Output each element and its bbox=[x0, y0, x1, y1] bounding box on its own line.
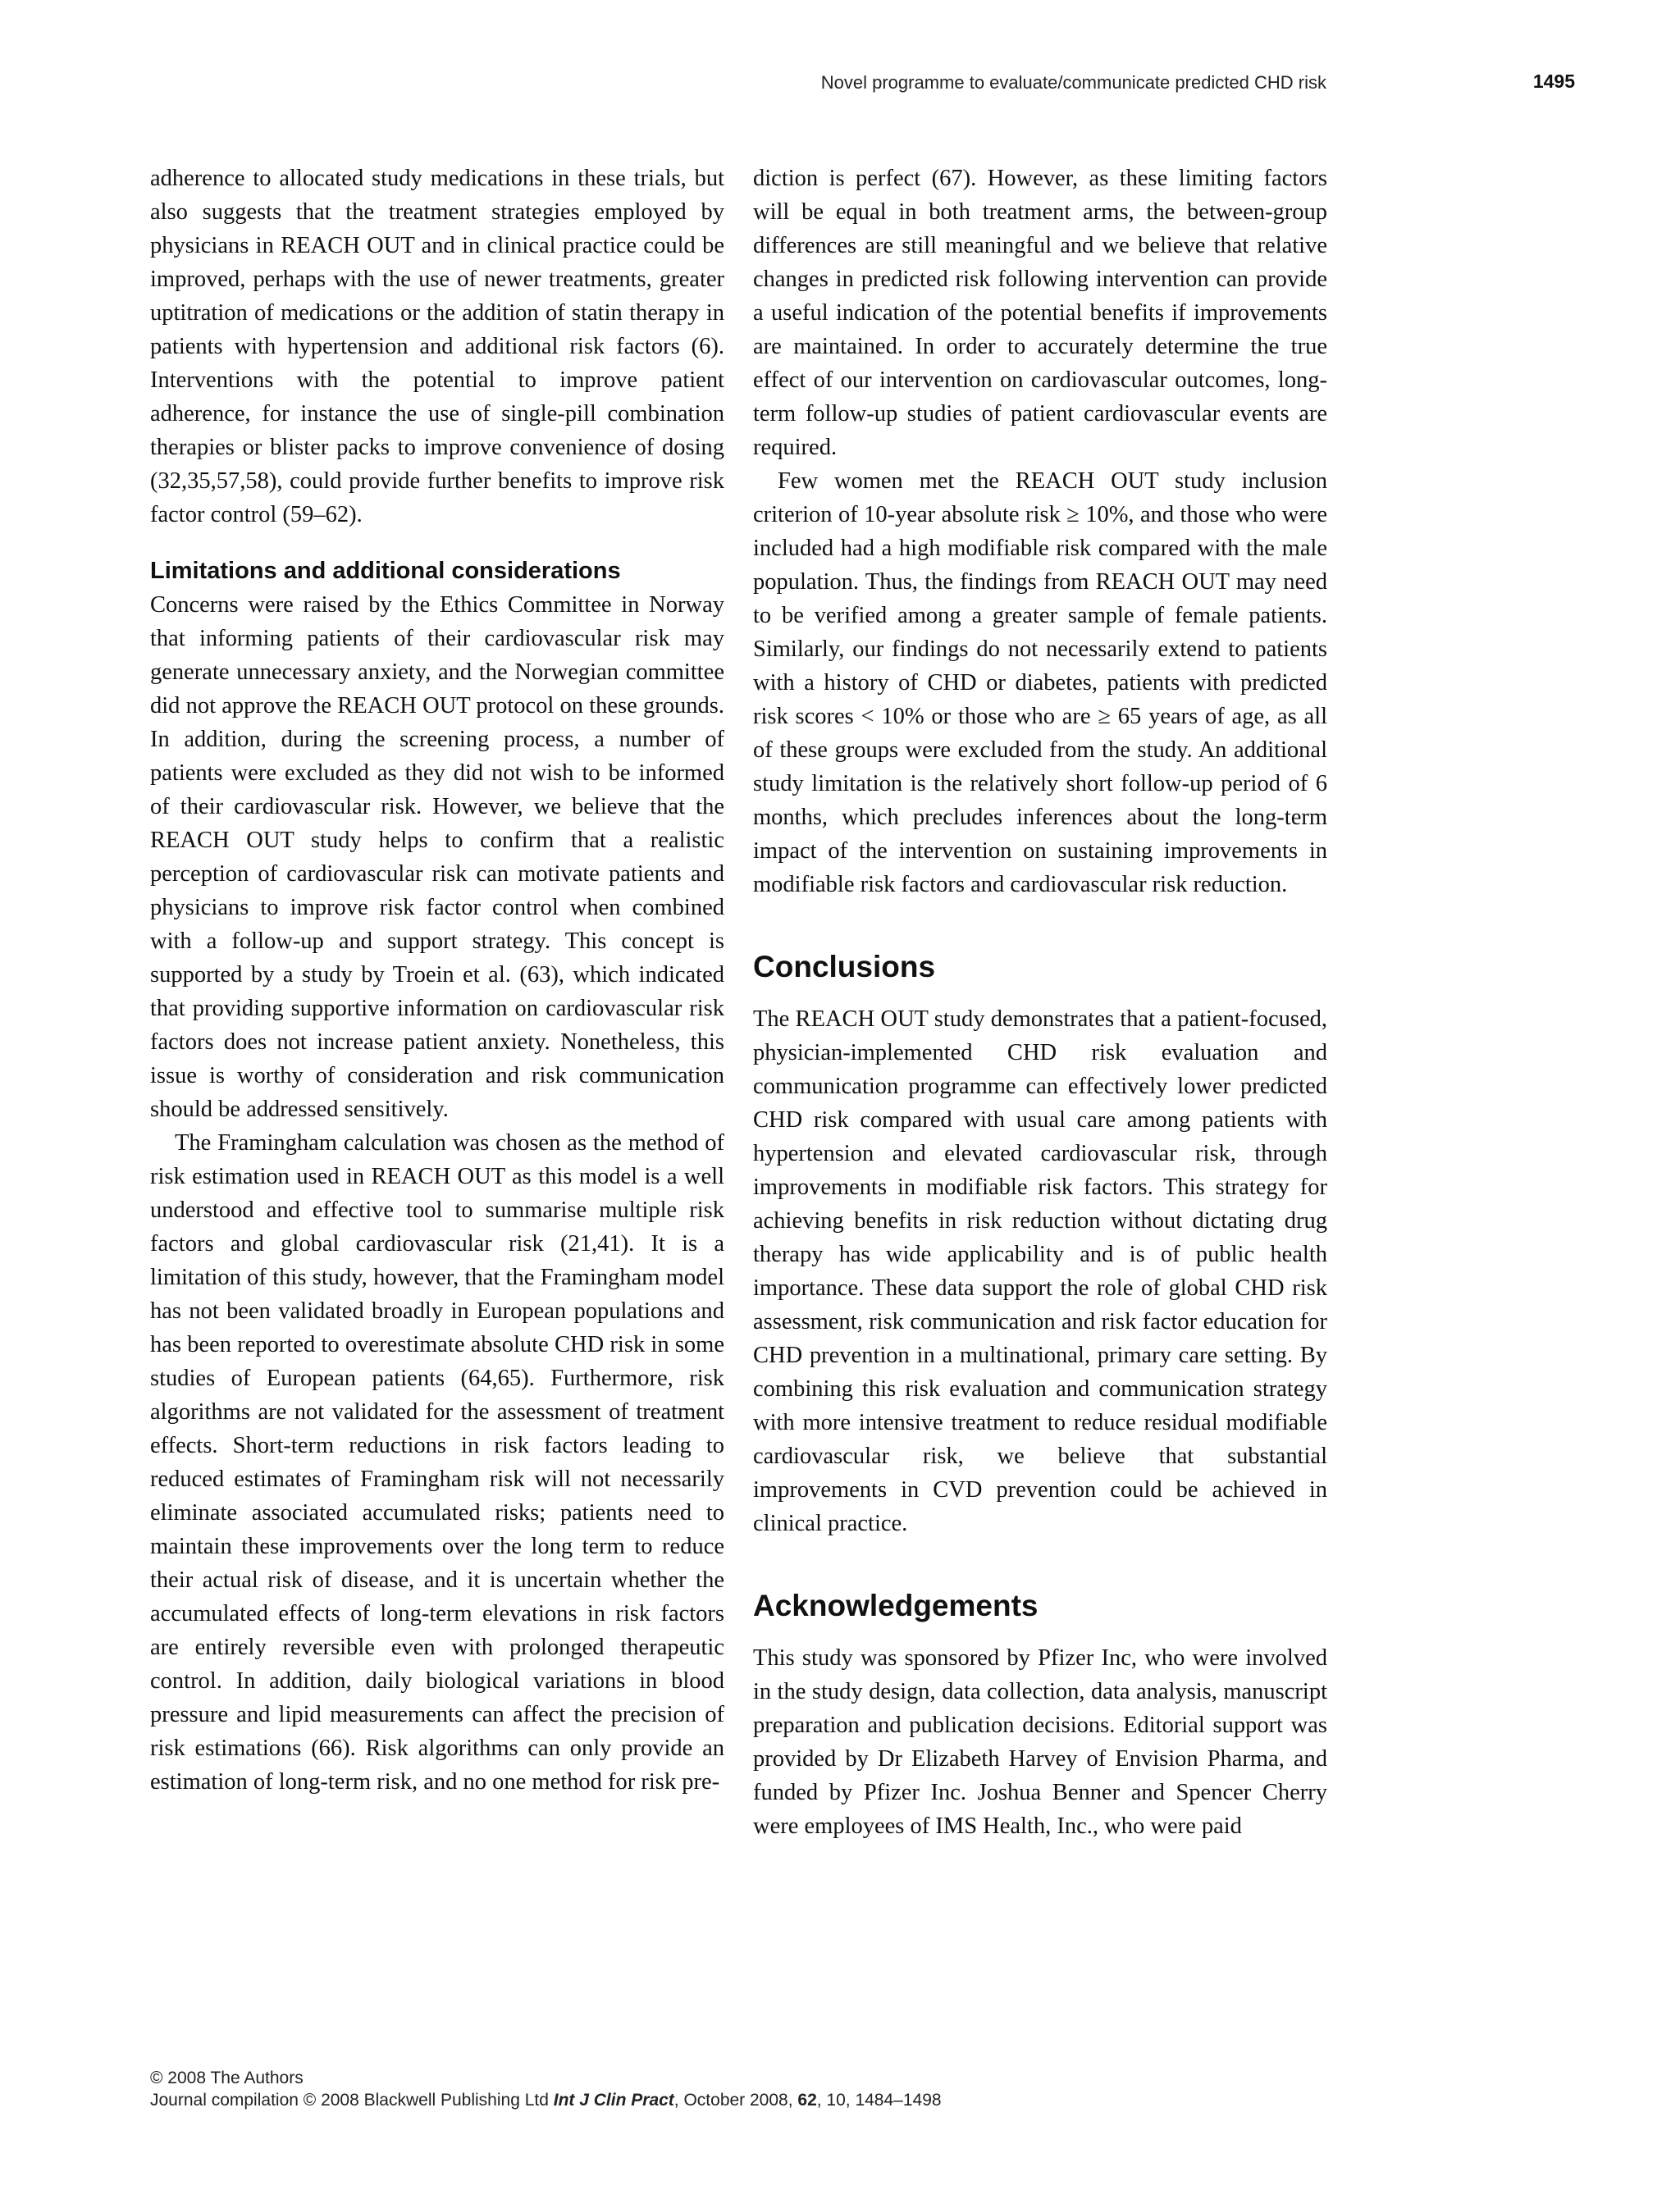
page-number: 1495 bbox=[1532, 71, 1575, 92]
body-paragraph: adherence to allocated study medications in these trials, but also suggests that the treatment strategies employed by physicians in REACH OUT and in clinical practice could be improved, perhaps with the use of newer treatments, greater uptitration of medications or the addition of statin therapy in patients with hypertension and additional risk factors (6). Interventions with the potential to improve patient adherence, for instance the use of single-pill combination therapies or blister packs to improve convenience of dosing (32,35,57,58), could provide further benefits to improve risk factor control (59–62). bbox=[150, 166, 724, 527]
section-title-acknowledgements: Acknowledgements bbox=[753, 1589, 1039, 1622]
body-paragraph: Few women met the REACH OUT study inclusion criterion of 10-year absolute risk ≥ 10%, and those who were included had a high modifiable risk compared with the male population. Thus, the findings from REACH OUT may need to be verified among a greater sample of female patients. Similarly, our findings do not necessarily extend to patients with a history of CHD or diabetes, patients with predicted risk scores < 10% or those who are ≥ 65 years of age, as all of these groups were excluded from the study. An additional study limitation is the relatively short follow-up period of 6 months, which precludes inferences about the long-term impact of the intervention on sustaining improvements in modifiable risk factors and cardiovascular risk reduction. bbox=[753, 468, 1327, 897]
subheading-limitations: Limitations and additional considerations bbox=[150, 558, 621, 584]
body-paragraph: The Framingham calculation was chosen as the method of risk estimation used in REACH OUT as this model is a well understood and effective tool to summarise multiple risk factors and global cardiovascular risk (21,41). It is a limitation of this study, however, that the Framingham model has not been validated broadly in European populations and has been reported to overestimate absolute CHD risk in some studies of European patients (64,65). Furthermore, risk algorithms are not validated for the assessment of treatment effects. Short-term reductions in risk factors leading to reduced estimates of Framingham risk will not necessarily eliminate associated accumulated risks; patients need to maintain these improvements over the long term to reduce their actual risk of disease, and it is uncertain whether the accumulated effects of long-term elevations in risk factors are entirely reversible even with prolonged therapeutic control. In addition, daily biological variations in blood pressure and lipid measurements can affect the precision of risk estimations (66). Risk algorithms can only provide an estimation of long-term risk, and no one method for risk pre- bbox=[150, 1130, 724, 1795]
left-column bbox=[150, 162, 724, 1799]
conclusions-paragraph: The REACH OUT study demonstrates that a patient-focused, physician-implemented CHD risk evaluation and communication programme can effectively lower predicted CHD risk compared with usual care among patients with hypertension and elevated cardiovascular risk, through improvements in modifiable risk factors. This strategy for achieving benefits in risk reduction without dictating drug therapy has wide applicability and is of public health importance. These data support the role of global CHD risk assessment, risk communication and risk factor education for CHD prevention in a multinational, primary care setting. By combining this risk evaluation and communication strategy with more intensive treatment to reduce residual modifiable cardiovascular risk, we believe that substantial improvements in CVD prevention could be achieved in clinical practice. bbox=[753, 1006, 1327, 1536]
right-column bbox=[753, 162, 1327, 1843]
footer-compilation: Journal compilation © 2008 Blackwell Publishing Ltd bbox=[150, 2091, 549, 2110]
footer-citation bbox=[150, 2089, 942, 2111]
footer-date: , October 2008, bbox=[673, 2091, 798, 2110]
section-title-conclusions: Conclusions bbox=[753, 950, 936, 983]
footer-issue-pages: , 10, 1484–1498 bbox=[816, 2091, 942, 2110]
acknowledgements-paragraph: This study was sponsored by Pfizer Inc, who were involved in the study design, data collection, data analysis, manuscript preparation and publication decisions. Editorial support was provided by Dr Elizabeth Harvey of Envision Pharma, and funded by Pfizer Inc. Joshua Benner and Spencer Cherry were employees of IMS Health, Inc., who were paid bbox=[753, 1645, 1327, 1839]
page-footer bbox=[150, 2067, 942, 2111]
running-title: Novel programme to evaluate/communicate predicted CHD risk bbox=[820, 72, 1326, 93]
body-paragraph: Concerns were raised by the Ethics Committee in Norway that informing patients of their cardiovascular risk may generate unnecessary anxiety, and the Norwegian committee did not approve the REACH OUT protocol on these grounds. In addition, during the screening process, a number of patients were excluded as they did not wish to be informed of their cardiovascular risk. However, we believe that the REACH OUT study helps to confirm that a realistic perception of cardiovascular risk can motivate patients and physicians to improve risk factor control when combined with a follow-up and support strategy. This concept is supported by a study by Troein et al. (63), which indicated that providing supportive information on cardiovascular risk factors does not increase patient anxiety. Nonetheless, this issue is worthy of consideration and risk communication should be addressed sensitively. bbox=[150, 592, 724, 1122]
footer-journal: Int J Clin Pract bbox=[553, 2091, 674, 2110]
footer-copyright: © 2008 The Authors bbox=[150, 2069, 304, 2087]
body-paragraph: diction is perfect (67). However, as these limiting factors will be equal in both treatment arms, the between-group differences are still meaningful and we believe that relative changes in predicted risk following intervention can provide a useful indication of the potential benefits if improvements are maintained. In order to accurately determine the true effect of our intervention on cardiovascular outcomes, long-term follow-up studies of patient cardiovascular events are required. bbox=[753, 166, 1327, 460]
footer-volume: 62 bbox=[797, 2091, 817, 2110]
